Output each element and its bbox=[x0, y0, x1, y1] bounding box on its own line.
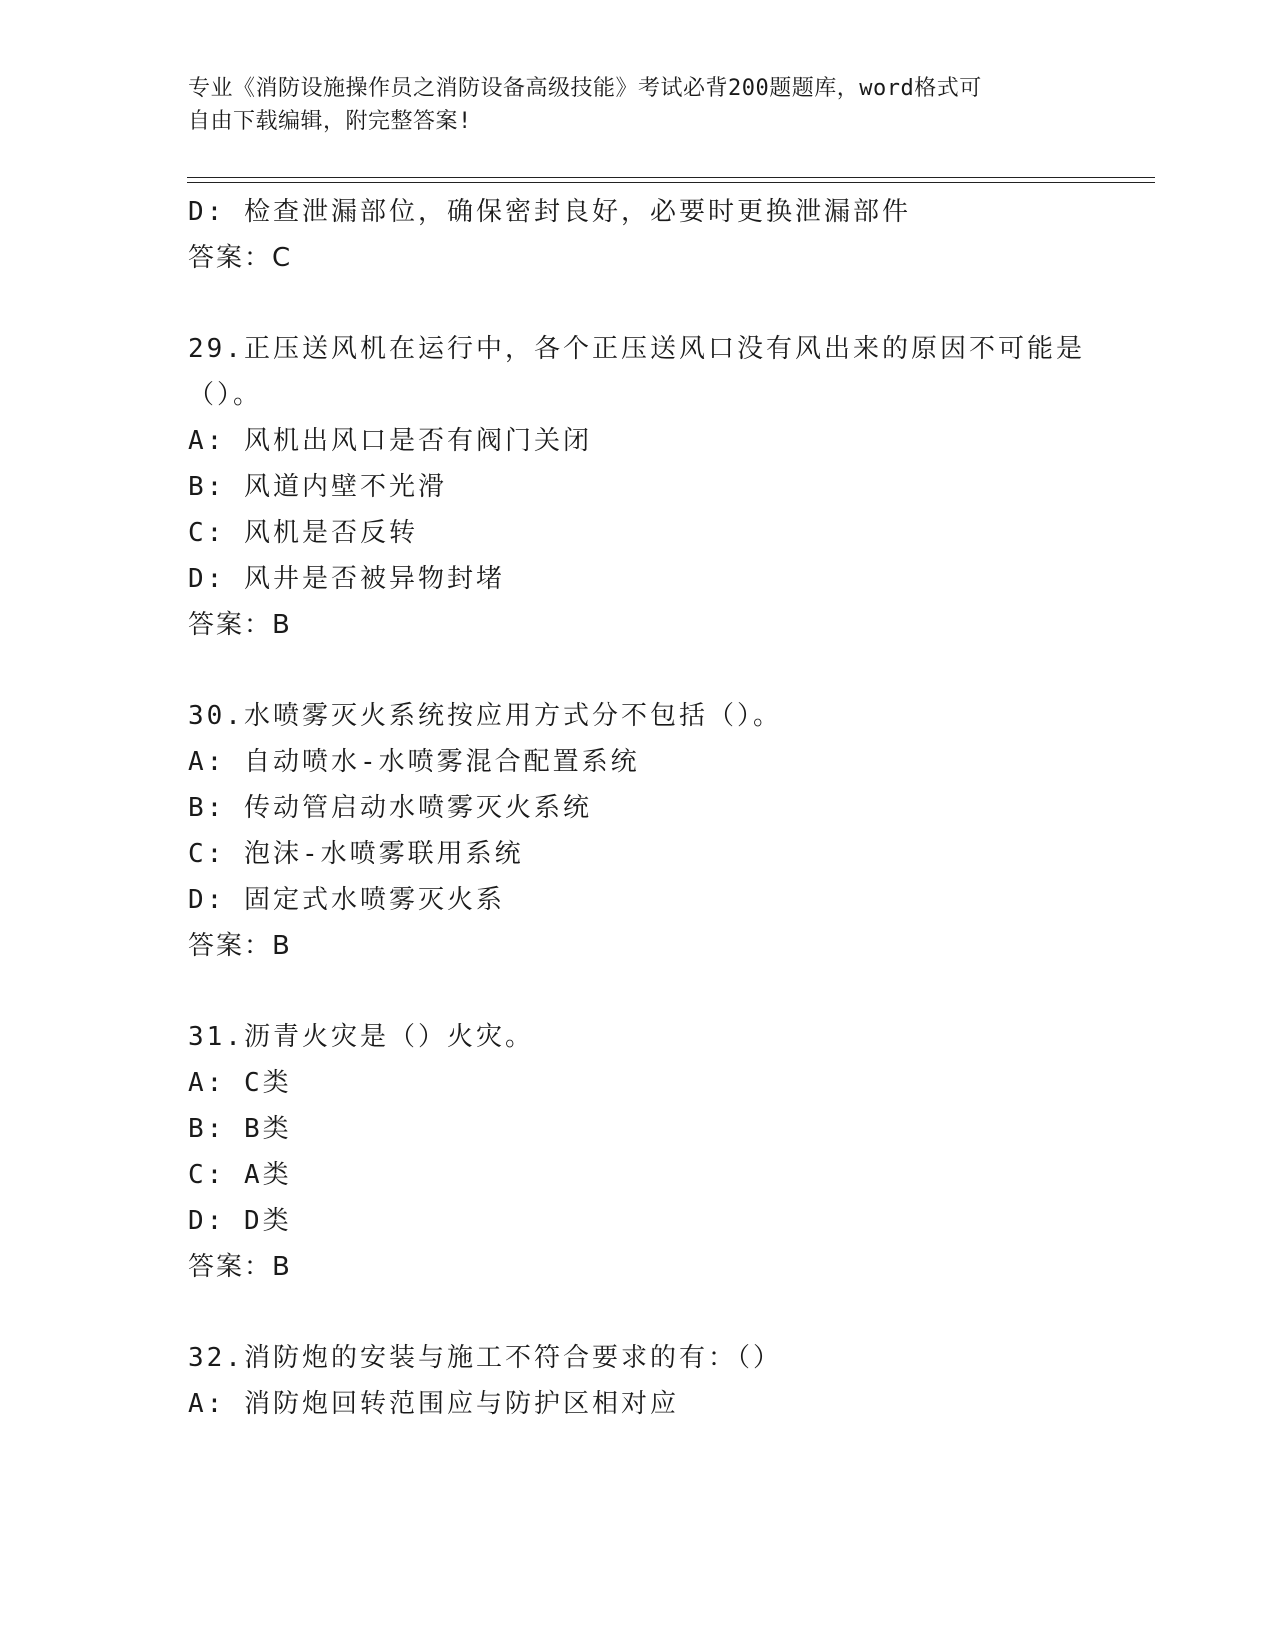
question-29-option-b: B: 风道内壁不光滑 bbox=[188, 472, 447, 502]
question-31 bbox=[188, 1014, 1128, 1290]
document-header bbox=[188, 72, 1068, 138]
header-rule-bottom bbox=[187, 182, 1155, 183]
question-31-option-b: B: B类 bbox=[188, 1114, 292, 1144]
question-29-option-c: C: 风机是否反转 bbox=[188, 518, 418, 548]
question-31-option-c: C: A类 bbox=[188, 1160, 292, 1190]
question-30-option-d: D: 固定式水喷雾灭火系 bbox=[188, 885, 505, 915]
question-29 bbox=[188, 326, 1128, 648]
question-30-option-b: B: 传动管启动水喷雾灭火系统 bbox=[188, 793, 592, 823]
question-29-option-d: D: 风井是否被异物封堵 bbox=[188, 564, 505, 594]
question-29-answer: 答案：B bbox=[188, 610, 292, 640]
question-32 bbox=[188, 1335, 1128, 1427]
question-31-option-a: A: C类 bbox=[188, 1068, 292, 1098]
question-30 bbox=[188, 693, 1128, 969]
question-29-stem: 29.正压送风机在运行中，各个正压送风口没有风出来的原因不可能是 bbox=[188, 334, 1085, 364]
question-30-stem: 30.水喷雾灭火系统按应用方式分不包括（）。 bbox=[188, 701, 782, 731]
question-31-option-d: D: D类 bbox=[188, 1206, 292, 1236]
question-32-stem: 32.消防炮的安装与施工不符合要求的有：（） bbox=[188, 1343, 782, 1373]
question-31-stem: 31.沥青火灾是（）火灾。 bbox=[188, 1022, 534, 1052]
question-32-option-a: A: 消防炮回转范围应与防护区相对应 bbox=[188, 1389, 679, 1419]
question-list bbox=[188, 189, 1128, 1427]
question-31-answer: 答案：B bbox=[188, 1252, 292, 1282]
question-30-answer: 答案：B bbox=[188, 931, 292, 961]
question-30-option-a: A: 自动喷水-水喷雾混合配置系统 bbox=[188, 747, 640, 777]
prev-answer: 答案：C bbox=[188, 243, 293, 273]
header-line-1: 专业《消防设施操作员之消防设备高级技能》考试必背200题题库，word格式可 bbox=[188, 76, 982, 101]
question-29-option-a: A: 风机出风口是否有阀门关闭 bbox=[188, 426, 592, 456]
question-30-option-c: C: 泡沫-水喷雾联用系统 bbox=[188, 839, 524, 869]
question-29-stem-cont: （）。 bbox=[188, 380, 263, 410]
header-line-2: 自由下载编辑，附完整答案! bbox=[188, 109, 472, 134]
header-rule-top bbox=[187, 177, 1155, 178]
prev-option-d: D: 检查泄漏部位，确保密封良好，必要时更换泄漏部件 bbox=[188, 197, 911, 227]
